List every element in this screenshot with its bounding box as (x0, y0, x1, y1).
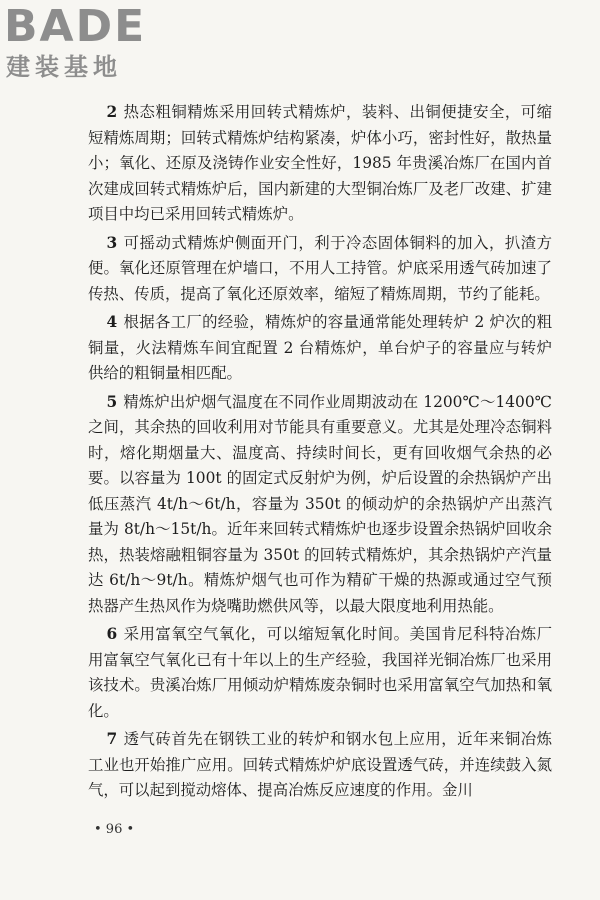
paragraph-text: 可摇动式精炼炉侧面开门，利于冷态固体铜料的加入，扒渣方便。氧化还原管理在炉墙口，不用人工持管。炉底采用透气砖加速了传热、传质，提高了氧化还原效率，缩短了精炼周期，节约了能耗。 (88, 233, 552, 303)
paragraph-number: 6 (106, 625, 118, 643)
paragraph-3 (88, 231, 552, 308)
paragraph-text: 根据各工厂的经验，精炼炉的容量通常能处理转炉 2 炉次的粗铜量，火法精炼车间宜配置 2 台精炼炉，单台炉子的容量应与转炉供给的粗铜量相匹配。 (88, 313, 552, 382)
page-body (88, 100, 552, 807)
paragraph-text: 热态粗铜精炼采用回转式精炼炉，装料、出铜便捷安全，可缩短精炼周期；回转式精炼炉结构紧凑，炉体小巧，密封性好，散热量小；氧化、还原及浇铸作业安全性好，1985 年贵溪冶炼厂在国内首次建成回转式精炼炉后，国内新建的大型铜冶炼厂及老厂改建、扩建项目中均已采用回转式精炼炉。 (88, 103, 552, 223)
paragraph-number: 5 (106, 392, 118, 411)
paragraph-6 (88, 622, 552, 724)
logo-subtitle: 建装基地 (6, 53, 122, 81)
paragraph-number: 4 (106, 313, 118, 331)
bade-logo (4, 2, 146, 82)
paragraph-2 (88, 100, 552, 228)
paragraph-4 (88, 310, 552, 387)
paragraph-5 (88, 390, 552, 620)
paragraph-7 (88, 727, 552, 804)
paragraph-number: 3 (106, 233, 118, 252)
page-number: • 96 • (94, 822, 135, 837)
paragraph-text: 精炼炉出炉烟气温度在不同作业周期波动在 1200℃～1400℃之间，其余热的回收利用对节能具有重要意义。尤其是处理冷态铜料时，熔化期烟量大、温度高、持续时间长，更有回收烟气余热的必要。以容量为 100t 的固定式反射炉为例，炉后设置的余热锅炉产出低压蒸汽 4t/h～6t/h，容量为 350t 的倾动炉的余热锅炉产出蒸汽量为 8t/h～15t/h。近年来回转式精炼炉也逐步设置余热锅炉回收余热，热装熔融粗铜容量为 350t 的回转式精炼炉，其余热锅炉产汽量达 6t/h～9t/h。精炼炉烟气也可作为精矿干燥的热源或通过空气预热器产生热风作为烧嘴助燃供风等，以最大限度地利用热能。 (88, 392, 552, 615)
paragraph-text: 透气砖首先在钢铁工业的转炉和钢水包上应用，近年来铜冶炼工业也开始推广应用。回转式精炼炉炉底设置透气砖，并连续鼓入氮气，可以起到搅动熔体、提高冶炼反应速度的作用。金川 (88, 730, 552, 799)
paragraph-number: 2 (106, 103, 118, 121)
logo-brand: BADE (4, 1, 147, 52)
paragraph-text: 采用富氧空气氧化，可以缩短氧化时间。美国肯尼科特冶炼厂用富氧空气氧化已有十年以上的生产经验，我国祥光铜冶炼厂也采用该技术。贵溪冶炼厂用倾动炉精炼废杂铜时也采用富氧空气加热和氧化。 (88, 625, 552, 720)
paragraph-number: 7 (106, 730, 118, 748)
